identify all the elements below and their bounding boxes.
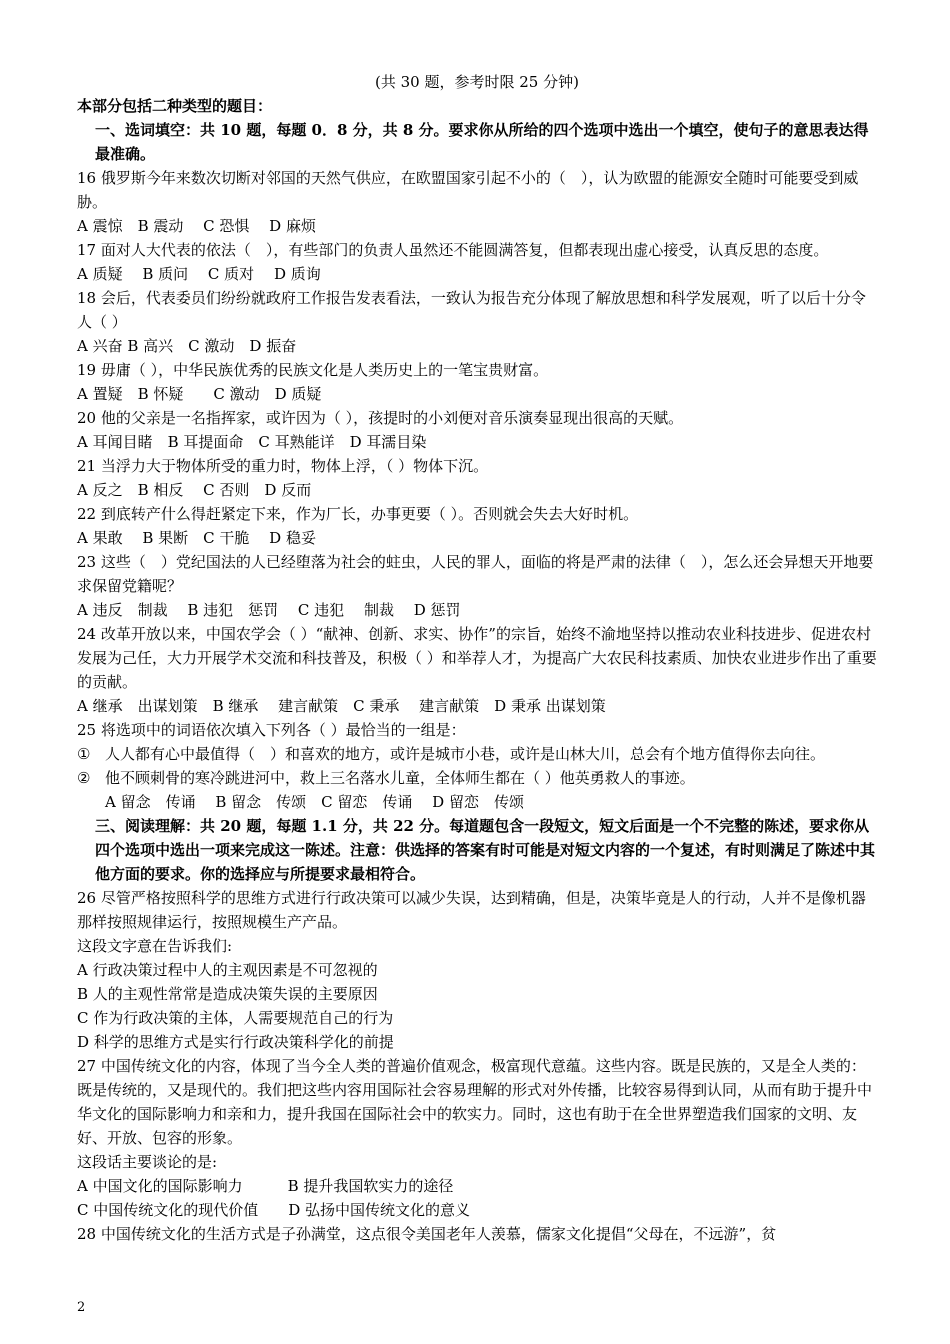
section-header: (共 30 题，参考时限 25 分钟): [375, 73, 579, 91]
options-19: A 置疑 B 怀疑 C 激动 D 质疑: [77, 385, 322, 403]
options-22: A 果敢 B 果断 C 干脆 D 稳妥: [77, 529, 316, 547]
question-26-prompt: 这段文字意在告诉我们:: [77, 937, 233, 955]
q26-option-a: A 行政决策过程中人的主观因素是不可忽视的: [77, 961, 378, 979]
question-26-passage: 26 尽管严格按照科学的思维方式进行行政决策可以减少失误，达到精确，但是，决策毕竟是人的行动，人并不是像机器那样按照规律运行，按照规模生产产品。: [77, 889, 866, 931]
question-28-passage: 28 中国传统文化的生活方式是子孙满堂，这点很令美国老年人羡慕，儒家文化提倡“父母在，不远游”，贫: [77, 1225, 777, 1243]
page-number: 2: [77, 1300, 86, 1315]
q25-item-2-num: ②: [77, 769, 91, 787]
options-25: A 留念 传诵 B 留念 传颂 C 留恋 传诵 D 留恋 传颂: [105, 793, 524, 811]
question-18: 18 会后，代表委员们纷纷就政府工作报告发表看法，一致认为报告充分体现了解放思想和科学发展观，听了以后十分令人（ ）: [77, 289, 866, 331]
question-27-passage: 27 中国传统文化的内容，体现了当今全人类的普遍价值观念，极富现代意蕴。这些内容。既是民族的，又是全人类的：既是传统的，又是现代的。我们把这些内容用国际社会容易理解的形式对外传播，比较容易得到认同，从而有助于提升中华文化的国际影响力和亲和力，提升我国在国际社会中的软实力。同时，这也有助于在全世界塑造我们国家的文明、友好、开放、包容的形象。: [77, 1057, 873, 1147]
question-23: 23 这些（ ）党纪国法的人已经堕落为社会的蛀虫，人民的罪人，面临的将是严肃的法律（ ），怎么还会异想天开地要求保留党籍呢？: [77, 553, 874, 595]
options-17: A 质疑 B 质问 C 质对 D 质询: [77, 265, 321, 283]
question-21: 21 当浮力大于物体所受的重力时，物体上浮，（ ）物体下沉。: [77, 457, 489, 475]
q25-item-1-text: 人人都有心中最值得（ ）和喜欢的地方，或许是城市小巷，或许是山林大川，总会有个地方值得你去向往。: [105, 745, 826, 763]
q27-options-row2: C 中国传统文化的现代价值 D 弘扬中国传统文化的意义: [77, 1201, 471, 1219]
options-21: A 反之 B 相反 C 否则 D 反而: [77, 481, 312, 499]
q26-option-c: C 作为行政决策的主体，人需要规范自己的行为: [77, 1009, 394, 1027]
question-27-prompt: 这段话主要谈论的是:: [77, 1153, 218, 1171]
section1-heading: 一、选词填空：共 10 题，每题 0．8 分，共 8 分。要求你从所给的四个选项中选出一个填空，使句子的意思表达得最准确。: [95, 121, 869, 163]
intro-text: 本部分包括二种类型的题目：: [77, 97, 273, 115]
document-page: [77, 70, 877, 1246]
question-22: 22 到底转产什么得赶紧定下来，作为厂长，办事更要（ ）。否则就会失去大好时机。: [77, 505, 639, 523]
q27-options-row1: A 中国文化的国际影响力 B 提升我国软实力的途径: [77, 1177, 454, 1195]
q26-option-d: D 科学的思维方式是实行行政决策科学化的前提: [77, 1033, 394, 1051]
q25-item-1: [77, 742, 877, 766]
options-20: A 耳闻目睹 B 耳提面命 C 耳熟能详 D 耳濡目染: [77, 433, 427, 451]
question-16: 16 俄罗斯今年来数次切断对邻国的天然气供应，在欧盟国家引起不小的（ ），认为欧盟的能源安全随时可能要受到威胁。: [77, 169, 859, 211]
question-17: 17 面对人大代表的依法（ ），有些部门的负责人虽然还不能圆满答复，但都表现出虚心接受，认真反思的态度。: [77, 241, 829, 259]
question-24: 24 改革开放以来，中国农学会（ ）“献神、创新、求实、协作”的宗旨，始终不渝地坚持以推动农业科技进步、促进农村发展为己任，大力开展学术交流和科技普及，积极（ ）和举荐人才，为提高广大农民科技素质、加快农业进步作出了重要的贡献。: [77, 625, 877, 691]
options-24: A 继承 出谋划策 B 继承 建言献策 C 秉承 建言献策 D 秉承 出谋划策: [77, 697, 606, 715]
options-16: A 震惊 B 震动 C 恐惧 D 麻烦: [77, 217, 316, 235]
options-18: A 兴奋 B 高兴 C 激动 D 振奋: [77, 337, 297, 355]
q26-option-b: B 人的主观性常常是造成决策失误的主要原因: [77, 985, 378, 1003]
question-20: 20 他的父亲是一名指挥家，或许因为（ ），孩提时的小刘便对音乐演奏显现出很高的天赋。: [77, 409, 684, 427]
q25-item-2-text: 他不顾刺骨的寒冷跳进河中，救上三名落水儿童，全体师生都在（ ）他英勇救人的事迹。: [105, 769, 695, 787]
q25-item-1-num: ①: [77, 745, 91, 763]
section3-heading: 三、阅读理解：共 20 题，每题 1.1 分，共 22 分。每道题包含一段短文，短文后面是一个不完整的陈述，要求你从四个选项中选出一项来完成这一陈述。注意：供选择的答案有时可能是对短文内容的一个复述，有时则满足了陈述中其他方面的要求。你的选择应与所提要求最相符合。: [95, 817, 876, 883]
question-19: 19 毋庸（ ），中华民族优秀的民族文化是人类历史上的一笔宝贵财富。: [77, 361, 549, 379]
question-25: 25 将选项中的词语依次填入下列各（ ）最恰当的一组是：: [77, 721, 466, 739]
q25-item-2: [77, 766, 877, 790]
options-23: A 违反 制裁 B 违犯 惩罚 C 违犯 制裁 D 惩罚: [77, 601, 461, 619]
